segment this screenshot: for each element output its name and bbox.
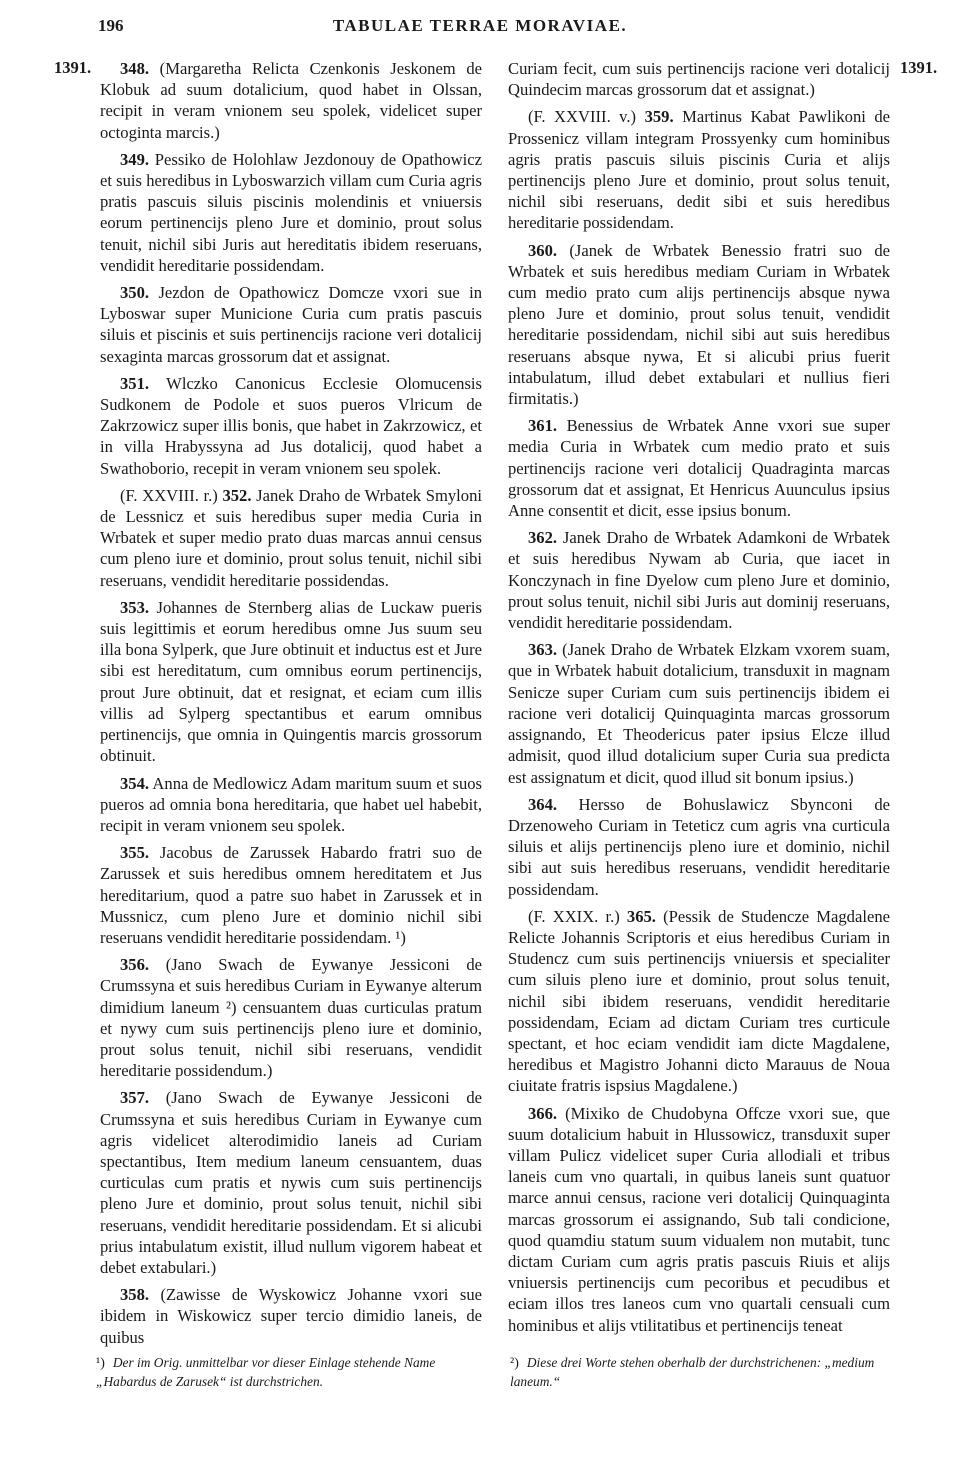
- entry-text: (Pessik de Studencze Magdalene Relicte Johannis Scriptoris et eius heredibus Curiam in Studencz cum suis pertinencijs vniuersis et specialiter cum siluis pleno iure et dominio, prout solus tenuit, nichil sibi ibidem reseruans, vendidit hereditarie possidendam, Eciam ad dictam Curiam tres curticule spectant, et hoc eciam vendidit iam dicte Magdalene, heredibus et Magistro Johanni dicto Marauus de Noua ciuitate fratris ispsius Magdalene.): [508, 906, 890, 1096]
- footnote-2: [510, 1354, 894, 1391]
- entry-paragraph: [508, 906, 890, 1097]
- entry-number: 361.: [528, 416, 558, 436]
- entry-paragraph: [508, 58, 890, 100]
- running-title: TABULAE TERRAE MORAVIAE.: [332, 16, 628, 35]
- entry-number: 349.: [120, 149, 150, 169]
- entry-paragraph: [508, 415, 890, 521]
- entry-number: 359.: [644, 107, 674, 127]
- entry-paragraph: [508, 240, 890, 410]
- right-column: [508, 58, 891, 1335]
- entry-paragraph: [100, 842, 482, 948]
- entry-paragraph: [508, 106, 890, 233]
- entry-number: 348.: [120, 59, 150, 78]
- entry-number: 365.: [626, 906, 656, 926]
- entry-number: 366.: [528, 1103, 558, 1123]
- entry-number: 350.: [120, 283, 150, 303]
- entry-paragraph: [100, 597, 482, 767]
- folio-reference: (F. XXVIII. v.): [528, 107, 637, 127]
- folio-reference: (F. XXVIII. r.): [120, 485, 218, 505]
- entry-text: (Jano Swach de Eywanye Jessiconi de Crumssyna et suis heredibus Curiam in Eywanye cum agris videlicet alterodimidio laneis ad Curiam spectantibus, Item medium laneum censuantem, duas curticulas cum pratis et nywis cum suis pertinencijs pleno Jure et dominio, prout solus tenuit, nichil sibi reseruans, vendidit hereditarie possidendam. Et si alicubi prius intabulatum existit, illud nullum vigorem habeat et debet extabulari.): [100, 1088, 483, 1277]
- entry-paragraph: [100, 149, 482, 276]
- entry-paragraph: [508, 1103, 890, 1336]
- entry-number: 351.: [120, 373, 150, 393]
- entry-number: 364.: [528, 794, 558, 814]
- entry-text: Jezdon de Opathowicz Domcze vxori sue in Lyboswar super Municione Curia cum pratis pascuis siluis et piscinis et suis pertinencijs racione veri dotalicij sexaginta marcas grossorum dat et assignat.: [100, 283, 482, 366]
- entry-text: (Janek de Wrbatek Benessio fratri suo de Wrbatek et suis heredibus mediam Curiam in Wrbatek cum medio prato cum alijs pertinencijs absque nywa pleno Jure et dominio, prout solus tenuit, vendidit hereditarie possidendam, nichil sibi aut suis heredibus reseruans absque nywa, Et si alicubi prius fuerit intabulatum, illud debet extabulari et nullius fieri firmitatis.): [508, 240, 890, 409]
- entry-paragraph: [508, 794, 890, 900]
- footnote-1: [96, 1354, 480, 1391]
- entry-number: 355.: [120, 843, 150, 863]
- entry-text: Janek Draho de Wrbatek Adamkoni de Wrbatek et suis heredibus Nywam ab Curia, que iacet in Konczynach in fine Dyelow cum pleno Jure et dominio, prout solus tenuit, nichil sibi Juris aut dominij reseruans, vendidit hereditarie possidendam.: [508, 528, 891, 633]
- entry-paragraph: [100, 1087, 482, 1278]
- entry-text: Benessius de Wrbatek Anne vxori sue super media Curia in Wrbatek cum medio prato et suis pertinencijs racione veri dotalicij Quadraginta marcas grossorum dat et assignat, Et Henricus Auunculus ipsius Anne consentit et dicit, esse ipsius bonum.: [508, 416, 891, 521]
- entry-number: 353.: [120, 597, 150, 617]
- entry-paragraph: [100, 58, 482, 143]
- entry-text: (Jano Swach de Eywanye Jessiconi de Crumssyna et suis heredibus Curiam in Eywanye alterum dimidium laneum ²) censuantem duas curticulas pratum et nywy cum suis pertinencijs pleno iure et dominio, prout solus tenuit, nichil sibi reseruans, vendidit hereditarie possidendum.): [100, 955, 483, 1081]
- entry-text: Hersso de Bohuslawicz Sbynconi de Drzenoweho Curiam in Teteticz cum agris vna curticula siluis et alijs pertinencijs pleno iure et dominio, nichil sibi aut suis heredibus reseruans, vendidit hereditarie possidendam.: [508, 794, 890, 899]
- entry-paragraph: [100, 485, 482, 591]
- page-header: [0, 16, 960, 46]
- entry-text: Anna de Medlowicz Adam maritum suum et suos pueros ad omnia bona hereditaria, que habet uel habebit, recipit in veram vnionem seu spolek.: [100, 773, 482, 835]
- page-number: 196: [98, 16, 124, 35]
- entry-number: 354.: [120, 773, 150, 793]
- entry-paragraph: [508, 527, 890, 633]
- entry-paragraph: [100, 373, 482, 479]
- entry-paragraph: [100, 282, 482, 367]
- entry-paragraph: [508, 639, 890, 787]
- entry-text: Johannes de Sternberg alias de Luckaw pueris suis legittimis et eorum heredibus omne Jus suum seu illa bona Sylperk, que Jure obtinuit et inductus est et Jure sibi est hereditatum, cum omnibus eorum pertinencijs, prout Jure obtinuit, dat et resignat, et eciam cum illis villis ad Sylperg spectantibus et earum omnibus pertinencijs, que omnia in Quingentis marcis grossorum obtinuit.: [100, 597, 482, 766]
- footnote-mark: ²): [510, 1356, 519, 1371]
- entry-number: 357.: [120, 1088, 150, 1108]
- entry-number: 360.: [528, 240, 558, 260]
- entry-number: 356.: [120, 955, 150, 975]
- entry-text: (Janek Draho de Wrbatek Elzkam vxorem suam, que in Wrbatek habuit dotalicium, transduxit in magnam Senicze super Curiam cum suis pertinencijs ibidem ei racione veri dotalicij Quinquaginta marcas grossorum assignando, Et Theodericus pater ipsius Elcze illud admisit, quod illud dotalicium super Curia sua predicta est assignatum et dicit, quod illud sit bonum ipsius.): [508, 640, 891, 787]
- entry-text: Wlczko Canonicus Ecclesie Olomucensis Sudkonem de Podole et suos pueros Vlricum de Zakrzowicz super illis bonis, que habet in Zakrzowicz, et in villa Hrabyssyna ad Jus dotalicij, quod habet a Swathoborio, recepit in veram vnionem seu spolek.: [100, 373, 482, 478]
- footnote-text: Diese drei Worte stehen oberhalb der durchstrichenen: „medium laneum.“: [510, 1355, 875, 1389]
- entry-paragraph: [100, 1284, 482, 1348]
- entry-number: 362.: [528, 528, 558, 548]
- entry-paragraph: [100, 773, 482, 837]
- entry-text: Jacobus de Zarussek Habardo fratri suo de Zarussek et suis heredibus omnem hereditatem et Jus hereditarium, quod a patre suo habet in Zarussek et in Mussnicz, cum pleno Jure et dominio nichil sibi reseruans vendidit hereditarie possidendam. ¹): [100, 843, 482, 947]
- entry-text: Janek Draho de Wrbatek Smyloni de Lessnicz et suis heredibus super media Curia in Wrbatek et super medio prato duas marcas annui census cum pleno iure et dominio, prout solus tenuit, nichil sibi reseruans, vendidit hereditarie possidendas.: [100, 485, 482, 590]
- entry-text: (Zawisse de Wyskowicz Johanne vxori sue ibidem in Wiskowicz super tercio dimidio laneis, de quibus: [100, 1285, 482, 1347]
- footnote-mark: ¹): [96, 1356, 105, 1371]
- folio-reference: (F. XXIX. r.): [528, 906, 620, 926]
- entry-number: 363.: [528, 640, 558, 660]
- entry-text: Martinus Kabat Pawlikoni de Prossenicz villam integram Prossyenky cum hominibus agris pratis pascuis siluis piscinis Curia et alijs pertinencijs pleno Jure et dominio, prout solus tenuit, nichil sibi reseruans, dedit sibi et suis heredibus hereditarie possidendam.: [508, 107, 890, 233]
- left-column: [100, 58, 483, 1347]
- margin-year-right: 1391.: [900, 58, 938, 77]
- entry-number: 352.: [222, 485, 252, 505]
- entry-number: 358.: [120, 1285, 150, 1305]
- margin-year-left: 1391.: [54, 58, 92, 77]
- entry-text: Pessiko de Holohlaw Jezdonouy de Opathowicz et suis heredibus in Lyboswarzich villam cum Curia agris pratis pascuis siluis piscinis molendinis et vniuersis eorum pertinencijs pleno Jure et dominio, prout solus tenuit, nichil sibi Juris aut hereditatis ibidem reseruans, vendidit hereditarie possidendam.: [100, 149, 482, 275]
- entry-text: (Mixiko de Chudobyna Offcze vxori sue, que suum dotalicium habuit in Hlussowicz, transduxit super villam Pulicz videlicet super Curia allodiali et tribus laneis cum vno quartali, in quibus laneis sunt quatuor marce annui census, racione veri dotalicij Quinquaginta marcas grossorum ei assignando, Sub tali condicione, quod quamdiu statum suum vidualem non mutabit, tunc dictam Curiam cum agris pratis pascuis Riuis et alijs vniuersis pertinencijs cum pecoribus et pecudibus et eciam illos tres laneos cum vno quartali censuali cum hominibus et alijs vtilitatibus et pertinencijs teneat: [508, 1103, 890, 1335]
- footnote-text: Der im Orig. unmittelbar vor dieser Einlage stehende Name „Habardus de Zarusek“ ist durchstrichen.: [96, 1355, 436, 1389]
- entry-text: Curiam fecit, cum suis pertinencijs racione veri dotalicij Quindecim marcas grossorum dat et assignat.): [508, 59, 890, 100]
- entry-paragraph: [100, 954, 482, 1081]
- entry-text: (Margaretha Relicta Czenkonis Jeskonem de Klobuk ad suum dotalicium, quod habet in Olssan, recipit in veram vnionem seu spolek, videlicet super octoginta marcis.): [100, 59, 482, 142]
